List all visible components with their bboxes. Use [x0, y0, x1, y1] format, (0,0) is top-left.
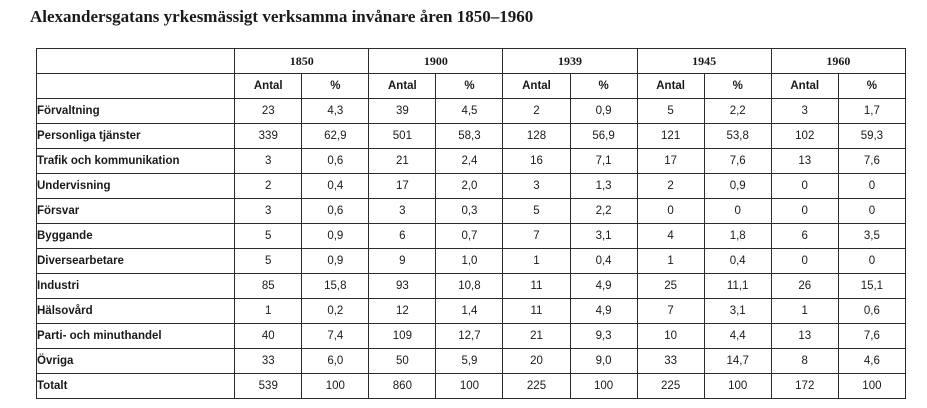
- percent-header: %: [436, 74, 503, 99]
- count-cell: 1: [235, 299, 302, 324]
- count-cell: 3: [369, 199, 436, 224]
- percent-cell: 7,6: [838, 324, 905, 349]
- count-cell: 2: [503, 99, 570, 124]
- table-row: [37, 99, 906, 124]
- table-row: [37, 224, 906, 249]
- percent-cell: 1,8: [704, 224, 771, 249]
- percent-cell: 56,9: [570, 124, 637, 149]
- percent-cell: 0,4: [570, 249, 637, 274]
- count-cell: 13: [771, 149, 838, 174]
- percent-cell: 0,6: [838, 299, 905, 324]
- percent-cell: 3,1: [704, 299, 771, 324]
- count-cell: 6: [771, 224, 838, 249]
- count-header: Antal: [235, 74, 302, 99]
- percent-cell: 12,7: [436, 324, 503, 349]
- count-cell: 85: [235, 274, 302, 299]
- count-cell: 109: [369, 324, 436, 349]
- table-body: [37, 99, 906, 399]
- percent-cell: 3,5: [838, 224, 905, 249]
- table-row: [37, 124, 906, 149]
- percent-cell: 1,7: [838, 99, 905, 124]
- percent-cell: 1,3: [570, 174, 637, 199]
- header-corner: [37, 49, 235, 74]
- count-cell: 128: [503, 124, 570, 149]
- count-cell: 21: [369, 149, 436, 174]
- count-cell: 1: [637, 249, 704, 274]
- percent-cell: 0,3: [436, 199, 503, 224]
- percent-header: %: [302, 74, 369, 99]
- row-label: Industri: [37, 274, 235, 299]
- count-header: Antal: [637, 74, 704, 99]
- percent-cell: 2,2: [704, 99, 771, 124]
- count-cell: 25: [637, 274, 704, 299]
- percent-cell: 0,6: [302, 149, 369, 174]
- count-cell: 9: [369, 249, 436, 274]
- count-cell: 3: [771, 99, 838, 124]
- table-row: [37, 199, 906, 224]
- row-label: Försvar: [37, 199, 235, 224]
- count-cell: 93: [369, 274, 436, 299]
- percent-cell: 2,0: [436, 174, 503, 199]
- row-label: Totalt: [37, 374, 235, 399]
- percent-header: %: [838, 74, 905, 99]
- table-row: [37, 299, 906, 324]
- percent-cell: 4,6: [838, 349, 905, 374]
- count-cell: 33: [637, 349, 704, 374]
- year-header-1900: 1900: [369, 49, 503, 74]
- count-cell: 7: [637, 299, 704, 324]
- count-cell: 3: [235, 149, 302, 174]
- percent-cell: 5,9: [436, 349, 503, 374]
- percent-cell: 4,3: [302, 99, 369, 124]
- percent-header: %: [570, 74, 637, 99]
- table-row: [37, 174, 906, 199]
- percent-cell: 0,9: [302, 224, 369, 249]
- table-row: [37, 349, 906, 374]
- year-header-1960: 1960: [771, 49, 905, 74]
- count-cell: 8: [771, 349, 838, 374]
- sub-header-corner: [37, 74, 235, 99]
- row-label: Övriga: [37, 349, 235, 374]
- total-row: [37, 374, 906, 399]
- count-cell: 26: [771, 274, 838, 299]
- table-row: [37, 149, 906, 174]
- table-row: [37, 274, 906, 299]
- count-cell: 39: [369, 99, 436, 124]
- row-label: Undervisning: [37, 174, 235, 199]
- percent-cell: 53,8: [704, 124, 771, 149]
- percent-cell: 3,1: [570, 224, 637, 249]
- percent-cell: 0,2: [302, 299, 369, 324]
- count-cell: 6: [369, 224, 436, 249]
- count-cell: 0: [771, 174, 838, 199]
- count-cell: 21: [503, 324, 570, 349]
- count-cell: 11: [503, 274, 570, 299]
- count-cell: 20: [503, 349, 570, 374]
- count-cell: 16: [503, 149, 570, 174]
- percent-cell: 0: [838, 174, 905, 199]
- percent-cell: 9,0: [570, 349, 637, 374]
- count-cell: 539: [235, 374, 302, 399]
- page-title: Alexandersgatans yrkesmässigt verksamma invånare åren 1850–1960: [30, 7, 534, 26]
- count-cell: 17: [637, 149, 704, 174]
- year-header-row: [37, 49, 906, 74]
- percent-cell: 2,2: [570, 199, 637, 224]
- count-cell: 2: [235, 174, 302, 199]
- percent-cell: 10,8: [436, 274, 503, 299]
- row-label: Trafik och kommunikation: [37, 149, 235, 174]
- percent-cell: 0,6: [302, 199, 369, 224]
- count-cell: 3: [503, 174, 570, 199]
- count-cell: 10: [637, 324, 704, 349]
- count-cell: 1: [503, 249, 570, 274]
- percent-cell: 15,1: [838, 274, 905, 299]
- percent-cell: 0,4: [704, 249, 771, 274]
- row-label: Förvaltning: [37, 99, 235, 124]
- count-header: Antal: [503, 74, 570, 99]
- count-cell: 121: [637, 124, 704, 149]
- count-cell: 102: [771, 124, 838, 149]
- count-cell: 3: [235, 199, 302, 224]
- percent-cell: 100: [570, 374, 637, 399]
- percent-cell: 7,1: [570, 149, 637, 174]
- count-cell: 17: [369, 174, 436, 199]
- count-cell: 172: [771, 374, 838, 399]
- row-label: Byggande: [37, 224, 235, 249]
- percent-cell: 7,6: [704, 149, 771, 174]
- percent-cell: 0,9: [704, 174, 771, 199]
- count-cell: 0: [771, 199, 838, 224]
- row-label: Diversearbetare: [37, 249, 235, 274]
- percent-cell: 4,5: [436, 99, 503, 124]
- percent-header: %: [704, 74, 771, 99]
- percent-cell: 4,9: [570, 274, 637, 299]
- count-header: Antal: [369, 74, 436, 99]
- occupation-table: [36, 48, 906, 399]
- percent-cell: 4,9: [570, 299, 637, 324]
- row-label: Personliga tjänster: [37, 124, 235, 149]
- percent-cell: 0: [838, 249, 905, 274]
- percent-cell: 11,1: [704, 274, 771, 299]
- percent-cell: 59,3: [838, 124, 905, 149]
- percent-cell: 6,0: [302, 349, 369, 374]
- count-cell: 40: [235, 324, 302, 349]
- year-header-1939: 1939: [503, 49, 637, 74]
- count-cell: 13: [771, 324, 838, 349]
- count-cell: 225: [637, 374, 704, 399]
- count-cell: 0: [771, 249, 838, 274]
- count-header: Antal: [771, 74, 838, 99]
- percent-cell: 100: [704, 374, 771, 399]
- year-header-1945: 1945: [637, 49, 771, 74]
- percent-cell: 0,9: [570, 99, 637, 124]
- sub-header-row: [37, 74, 906, 99]
- row-label: Parti- och minuthandel: [37, 324, 235, 349]
- count-cell: 33: [235, 349, 302, 374]
- count-cell: 5: [235, 249, 302, 274]
- year-header-1850: 1850: [235, 49, 369, 74]
- percent-cell: 0,9: [302, 249, 369, 274]
- table-row: [37, 249, 906, 274]
- count-cell: 0: [637, 199, 704, 224]
- count-cell: 1: [771, 299, 838, 324]
- percent-cell: 1,0: [436, 249, 503, 274]
- count-cell: 501: [369, 124, 436, 149]
- count-cell: 860: [369, 374, 436, 399]
- count-cell: 5: [235, 224, 302, 249]
- percent-cell: 0: [838, 199, 905, 224]
- percent-cell: 100: [302, 374, 369, 399]
- percent-cell: 100: [436, 374, 503, 399]
- table-row: [37, 324, 906, 349]
- percent-cell: 7,6: [838, 149, 905, 174]
- percent-cell: 9,3: [570, 324, 637, 349]
- count-cell: 5: [503, 199, 570, 224]
- count-cell: 5: [637, 99, 704, 124]
- percent-cell: 4,4: [704, 324, 771, 349]
- count-cell: 225: [503, 374, 570, 399]
- count-cell: 4: [637, 224, 704, 249]
- percent-cell: 1,4: [436, 299, 503, 324]
- count-cell: 23: [235, 99, 302, 124]
- percent-cell: 62,9: [302, 124, 369, 149]
- percent-cell: 0: [704, 199, 771, 224]
- count-cell: 50: [369, 349, 436, 374]
- percent-cell: 7,4: [302, 324, 369, 349]
- row-label: Hälsovård: [37, 299, 235, 324]
- percent-cell: 15,8: [302, 274, 369, 299]
- count-cell: 12: [369, 299, 436, 324]
- count-cell: 2: [637, 174, 704, 199]
- percent-cell: 100: [838, 374, 905, 399]
- percent-cell: 0,7: [436, 224, 503, 249]
- percent-cell: 14,7: [704, 349, 771, 374]
- count-cell: 7: [503, 224, 570, 249]
- count-cell: 11: [503, 299, 570, 324]
- count-cell: 339: [235, 124, 302, 149]
- percent-cell: 0,4: [302, 174, 369, 199]
- percent-cell: 58,3: [436, 124, 503, 149]
- percent-cell: 2,4: [436, 149, 503, 174]
